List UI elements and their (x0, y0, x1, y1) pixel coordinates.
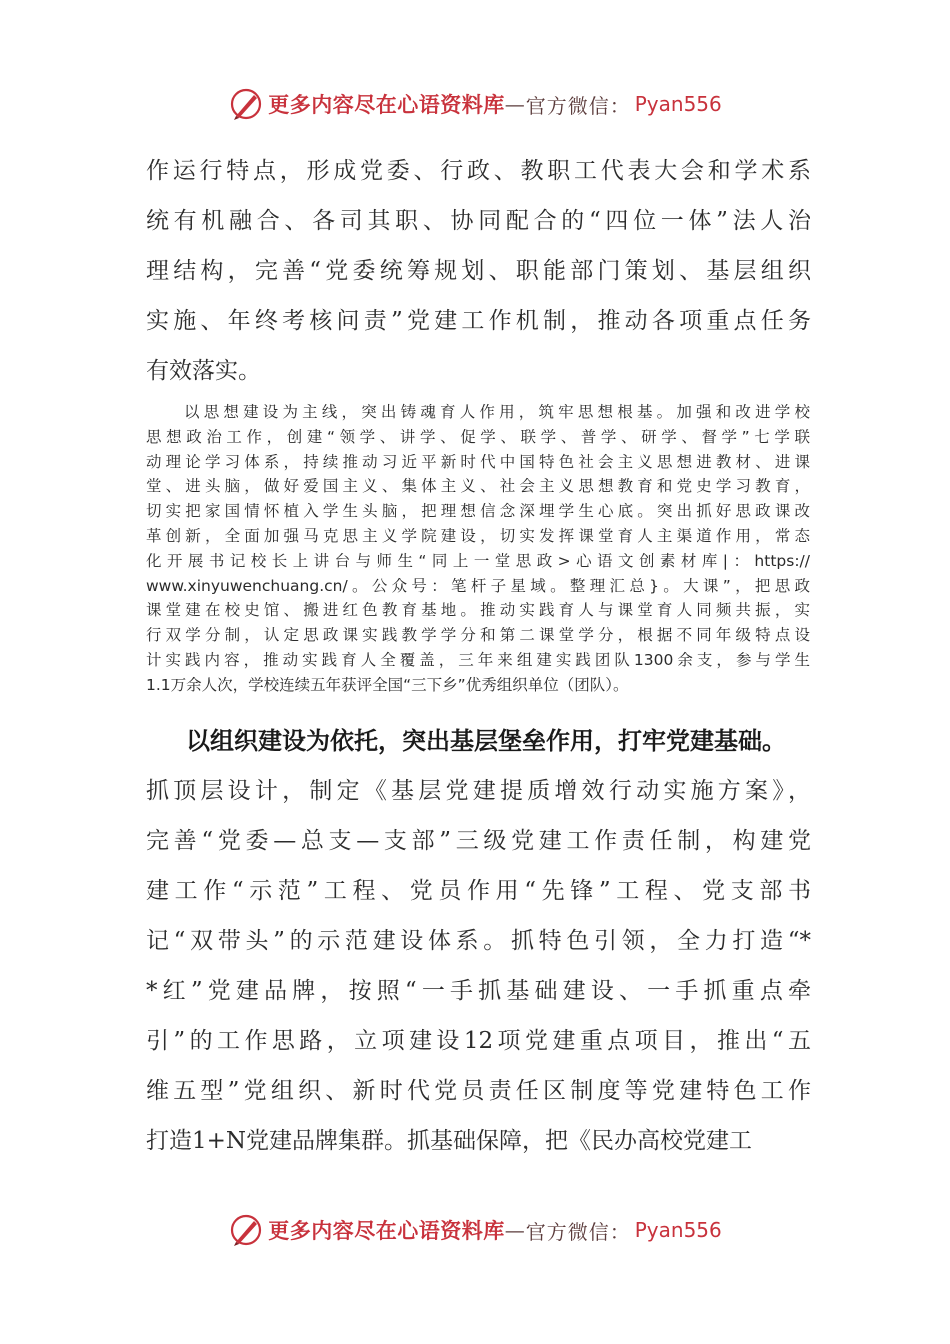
text-line: *红”党建品牌，按照“一手抓基础建设、一手抓重点牵 (146, 978, 811, 1004)
banner-sub-text: 官方微信： (525, 93, 631, 118)
banner-main-text: 更多内容尽在心语资料库 (268, 92, 505, 117)
text-line: 思想政治工作，创建“领学、讲学、促学、联学、普学、研学、督学”七学联 (146, 427, 810, 446)
text-line: 革创新，全面加强马克思主义学院建设，切实发挥课堂育人主渠道作用，常态 (146, 526, 810, 545)
text-line: 堂、进头脑，做好爱国主义、集体主义、社会主义思想教育和党史学习教育， (146, 477, 810, 496)
text-line: 完善“党委—总支—支部”三级党建工作责任制，构建党 (146, 828, 811, 854)
header-banner (0, 82, 950, 126)
text-line: 1.1万余人次，学校连续五年获评全国“三下乡”优秀组织单位（团队）。 (146, 675, 629, 694)
text-line: 打造1+N党建品牌集群。抓基础保障，把《民办高校党建工 (146, 1128, 753, 1154)
text-line: 动理论学习体系，持续推动习近平新时代中国特色社会主义思想进教材、进课 (146, 452, 810, 471)
footer-banner (0, 1208, 950, 1252)
banner-wechat-id: Pyan556 (634, 1218, 722, 1242)
text-line: 课堂建在校史馆、搬进红色教育基地。推动实践育人与课堂育人同频共振，实 (146, 601, 810, 620)
banner-main-text: 更多内容尽在心语资料库 (268, 1218, 505, 1243)
text-line: 实施、年终考核问责”党建工作机制，推动各项重点任务 (146, 308, 811, 334)
text-line: 统有机融合、各司其职、协同配合的“四位一体”法人治 (146, 208, 811, 234)
banner-dash: — (504, 92, 526, 116)
text-line: 理结构，完善“党委统筹规划、职能部门策划、基层组织 (146, 258, 811, 284)
paragraph-2 (146, 400, 810, 698)
paragraph-3 (146, 716, 811, 1166)
pen-logo-icon (228, 86, 264, 122)
pen-logo-icon (228, 1212, 264, 1248)
banner-sub-text: 官方微信： (525, 1219, 631, 1244)
text-line: 切实把家国情怀植入学生头脑，把理想信念深埋学生心底。突出抓好思政课改 (146, 502, 810, 521)
text-line: 作运行特点，形成党委、行政、教职工代表大会和学术系 (146, 158, 811, 184)
text-line: 化开展书记校长上讲台与师生“同上一堂思政>心语文创素材库|：https:// (146, 551, 810, 570)
text-line: 抓顶层设计，制定《基层党建提质增效行动实施方案》， (146, 778, 811, 804)
banner-dash: — (504, 1218, 526, 1242)
paragraph-1 (146, 146, 811, 396)
text-line: 有效落实。 (146, 358, 261, 384)
banner-wechat-id: Pyan556 (634, 92, 722, 116)
text-line: 记“双带头”的示范建设体系。抓特色引领，全力打造“* (146, 928, 811, 954)
section-heading: 以组织建设为依托，突出基层堡垒作用，打牢党建基础。 (186, 727, 786, 755)
text-line: www.xinyuwenchuang.cn/。公众号：笔杆子星域。整理汇总}。大课”，把思政 (146, 576, 810, 595)
text-line: 引”的工作思路，立项建设12项党建重点项目，推出“五 (146, 1028, 811, 1054)
text-line: 维五型”党组织、新时代党员责任区制度等党建特色工作 (146, 1078, 811, 1104)
text-line: 建工作“示范”工程、党员作用“先锋”工程、党支部书 (146, 878, 811, 904)
text-line: 计实践内容，推动实践育人全覆盖，三年来组建实践团队1300余支，参与学生 (146, 650, 810, 669)
text-line: 行双学分制，认定思政课实践教学学分和第二课堂学分，根据不同年级特点设 (146, 626, 810, 645)
text-line: 以思想建设为主线，突出铸魂育人作用，筑牢思想根基。加强和改进学校 (184, 403, 810, 421)
